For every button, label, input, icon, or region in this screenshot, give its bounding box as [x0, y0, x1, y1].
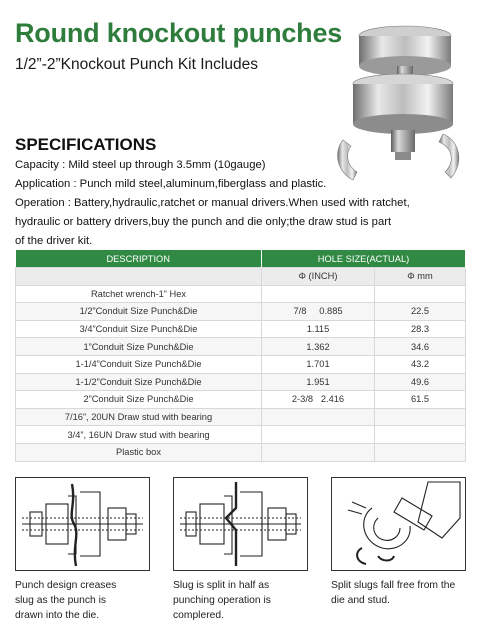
table-cell-mm	[375, 426, 466, 444]
table-cell-inch: 1.362	[262, 338, 375, 356]
table-cell-inch: 2-3/8 2.416	[262, 391, 375, 409]
diagram-slugs-fall-free	[331, 477, 466, 571]
specifications-text	[15, 156, 470, 251]
table-cell-description: Plastic box	[16, 443, 262, 461]
column-header-description: DESCRIPTION	[16, 250, 262, 268]
diagram-slug-split	[173, 477, 308, 571]
table-cell-mm: 61.5	[375, 391, 466, 409]
table-row	[16, 355, 466, 373]
spec-line-capacity: Capacity : Mild steel up through 3.5mm (10gauge)	[15, 159, 266, 171]
table-cell-description: 1/2”Conduit Size Punch&Die	[16, 303, 262, 321]
column-subheader-mm: Φ mm	[375, 268, 466, 286]
column-subheader-inch: Φ (INCH)	[262, 268, 375, 286]
table-cell-description: 1”Conduit Size Punch&Die	[16, 338, 262, 356]
table-cell-mm: 34.6	[375, 338, 466, 356]
spec-line-operation-cont: hydraulic or battery drivers,buy the punch and die only;the draw stud is part	[15, 216, 392, 228]
spec-line-operation: Operation : Battery,hydraulic,ratchet or manual drivers.When used with ratchet,	[15, 197, 410, 209]
table-cell-description: 3/4”, 16UN Draw stud with bearing	[16, 426, 262, 444]
table-cell-inch	[262, 285, 375, 303]
table-cell-mm	[375, 443, 466, 461]
table-cell-mm	[375, 285, 466, 303]
column-header-hole-size: HOLE SIZE(ACTUAL)	[262, 250, 466, 268]
table-cell-description: Ratchet wrench-1” Hex	[16, 285, 262, 303]
table-cell-inch	[262, 408, 375, 426]
table-cell	[16, 268, 262, 286]
diagram-punch-crease	[15, 477, 150, 571]
caption-slugs-fall-free: Split slugs fall free from the die and stud.	[331, 580, 456, 606]
table-cell-mm: 43.2	[375, 355, 466, 373]
specifications-heading: SPECIFICATIONS	[15, 135, 157, 154]
table-cell-inch: 7/8 0.885	[262, 303, 375, 321]
table-row	[16, 285, 466, 303]
page-title: Round knockout punches	[15, 18, 343, 48]
slugs-fall-illustration	[332, 478, 465, 570]
table-row	[16, 338, 466, 356]
table-cell-inch: 1.701	[262, 355, 375, 373]
table-cell-description: 1-1/4”Conduit Size Punch&Die	[16, 355, 262, 373]
spec-line-operation-end: of the driver kit.	[15, 235, 93, 247]
table-cell-mm: 28.3	[375, 320, 466, 338]
table-row	[16, 391, 466, 409]
table-row	[16, 426, 466, 444]
table-cell-inch	[262, 443, 375, 461]
table-row	[16, 320, 466, 338]
table-cell-inch	[262, 426, 375, 444]
table-cell-mm	[375, 408, 466, 426]
table-row	[16, 373, 466, 391]
table-cell-description: 1-1/2”Conduit Size Punch&Die	[16, 373, 262, 391]
specification-table	[15, 250, 466, 462]
table-row	[16, 408, 466, 426]
table-cell-inch: 1.951	[262, 373, 375, 391]
table-row	[16, 443, 466, 461]
spec-line-application: Application : Punch mild steel,aluminum,fiberglass and plastic.	[15, 178, 327, 190]
table-cell-description: 7/16”, 20UN Draw stud with bearing	[16, 408, 262, 426]
table-row	[16, 303, 466, 321]
punch-crease-illustration	[16, 478, 149, 570]
slug-split-illustration	[174, 478, 307, 570]
table-cell-description: 3/4”Conduit Size Punch&Die	[16, 320, 262, 338]
table-cell-description: 2”Conduit Size Punch&Die	[16, 391, 262, 409]
caption-punch-crease: Punch design creases slug as the punch is drawn into the die.	[15, 580, 117, 621]
table-cell-inch: 1.115	[262, 320, 375, 338]
table-cell-mm: 49.6	[375, 373, 466, 391]
table-cell-mm: 22.5	[375, 303, 466, 321]
caption-slug-split: Slug is split in half as punching operation is complered.	[173, 580, 271, 621]
page-subtitle: 1/2”-2”Knockout Punch Kit Includes	[15, 56, 258, 73]
